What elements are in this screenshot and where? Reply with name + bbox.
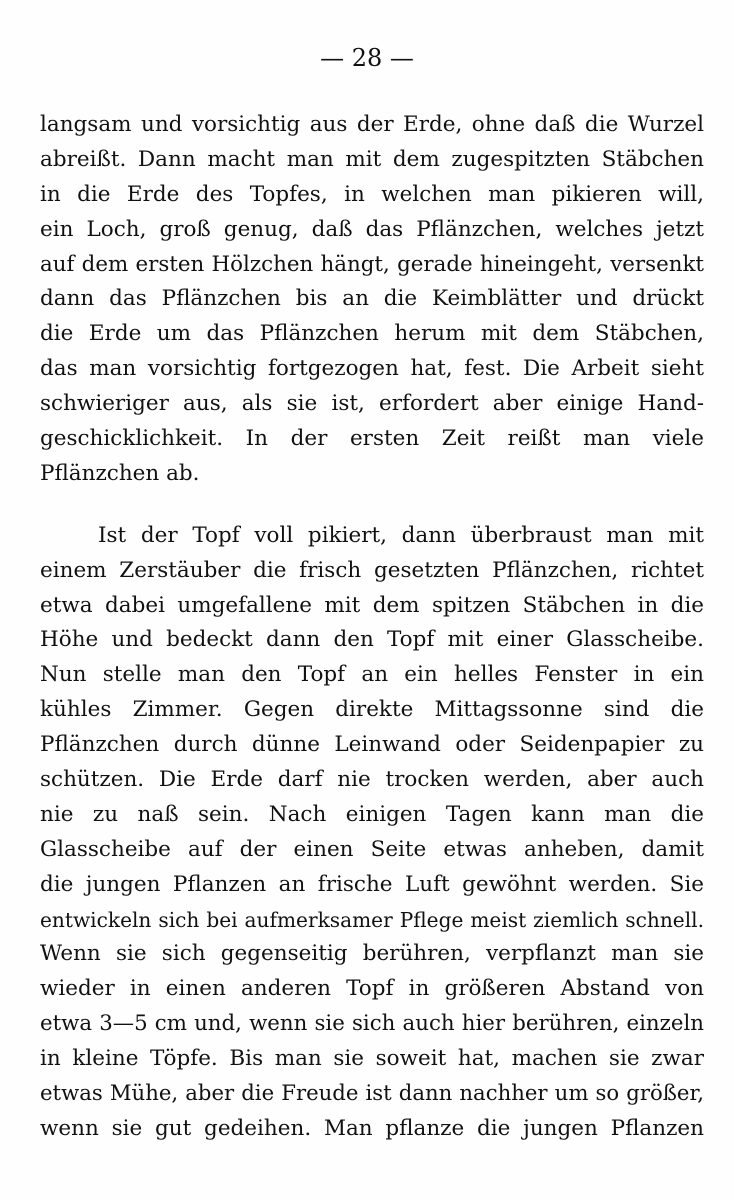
body-text [40, 108, 704, 1147]
text-line: schützen. Die Erde darf nie trocken werden, aber auch [40, 767, 704, 793]
text-line: Nun stelle man den Topf an ein helles Fenster in ein [40, 662, 704, 688]
paragraph-2 [40, 519, 704, 1147]
text-line: nie zu naß sein. Nach einigen Tagen kann man die [40, 801, 704, 827]
text-line: in die Erde des Topfes, in welchen man pikieren will, [40, 181, 704, 207]
text-line: das man vorsichtig fortgezogen hat, fest. Die Arbeit sieht [40, 356, 704, 382]
text-line: Wenn sie sich gegenseitig berühren, verpflanzt man sie [40, 941, 704, 967]
text-line: dann das Pflänzchen bis an die Keimblätter und drückt [40, 286, 704, 312]
text-line: in kleine Töpfe. Bis man sie soweit hat, machen sie zwar [40, 1046, 704, 1072]
text-line: abreißt. Dann macht man mit dem zugespitzten Stäbchen [40, 146, 704, 172]
text-line: Glasscheibe auf der einen Seite etwas anheben, damit [40, 836, 704, 862]
text-line: einem Zerstäuber die frisch gesetzten Pflänzchen, richtet [40, 557, 704, 583]
text-line: ein Loch, groß genug, daß das Pflänzchen, welches jetzt [40, 216, 704, 242]
text-line: Pflänzchen durch dünne Leinwand oder Seidenpapier zu [40, 732, 704, 758]
text-line: kühles Zimmer. Gegen direkte Mittagssonne sind die [40, 697, 704, 723]
text-line: entwickeln sich bei aufmerksamer Pflege meist ziemlich schnell. [40, 907, 704, 932]
text-line: etwa dabei umgefallene mit dem spitzen Stäbchen in die [40, 592, 704, 618]
paragraph-1 [40, 108, 704, 492]
text-line: Pflänzchen ab. [40, 460, 200, 486]
text-line: geschicklichkeit. In der ersten Zeit reißt man viele [40, 426, 704, 452]
text-line: die Erde um das Pflänzchen herum mit dem Stäbchen, [40, 321, 704, 347]
text-line: Ist der Topf voll pikiert, dann überbraust man mit [98, 522, 704, 548]
text-line: etwa 3—5 cm und, wenn sie sich auch hier berühren, einzeln [40, 1011, 704, 1037]
text-line: Höhe und bedeckt dann den Topf mit einer Glasscheibe. [40, 627, 704, 653]
text-line: wenn sie gut gedeihen. Man pflanze die jungen Pflanzen [40, 1115, 704, 1141]
text-line: langsam und vorsichtig aus der Erde, ohne daß die Wurzel [40, 112, 704, 137]
text-line: schwieriger aus, als sie ist, erfordert aber einige Hand- [40, 391, 704, 417]
text-line: etwas Mühe, aber die Freude ist dann nachher um so größer, [40, 1081, 704, 1107]
page-number: — 28 — [320, 44, 414, 72]
text-line: die jungen Pflanzen an frische Luft gewöhnt werden. Sie [40, 871, 704, 897]
text-line: wieder in einen anderen Topf in größeren Abstand von [40, 976, 704, 1002]
text-line: auf dem ersten Hölzchen hängt, gerade hineingeht, versenkt [40, 251, 704, 277]
